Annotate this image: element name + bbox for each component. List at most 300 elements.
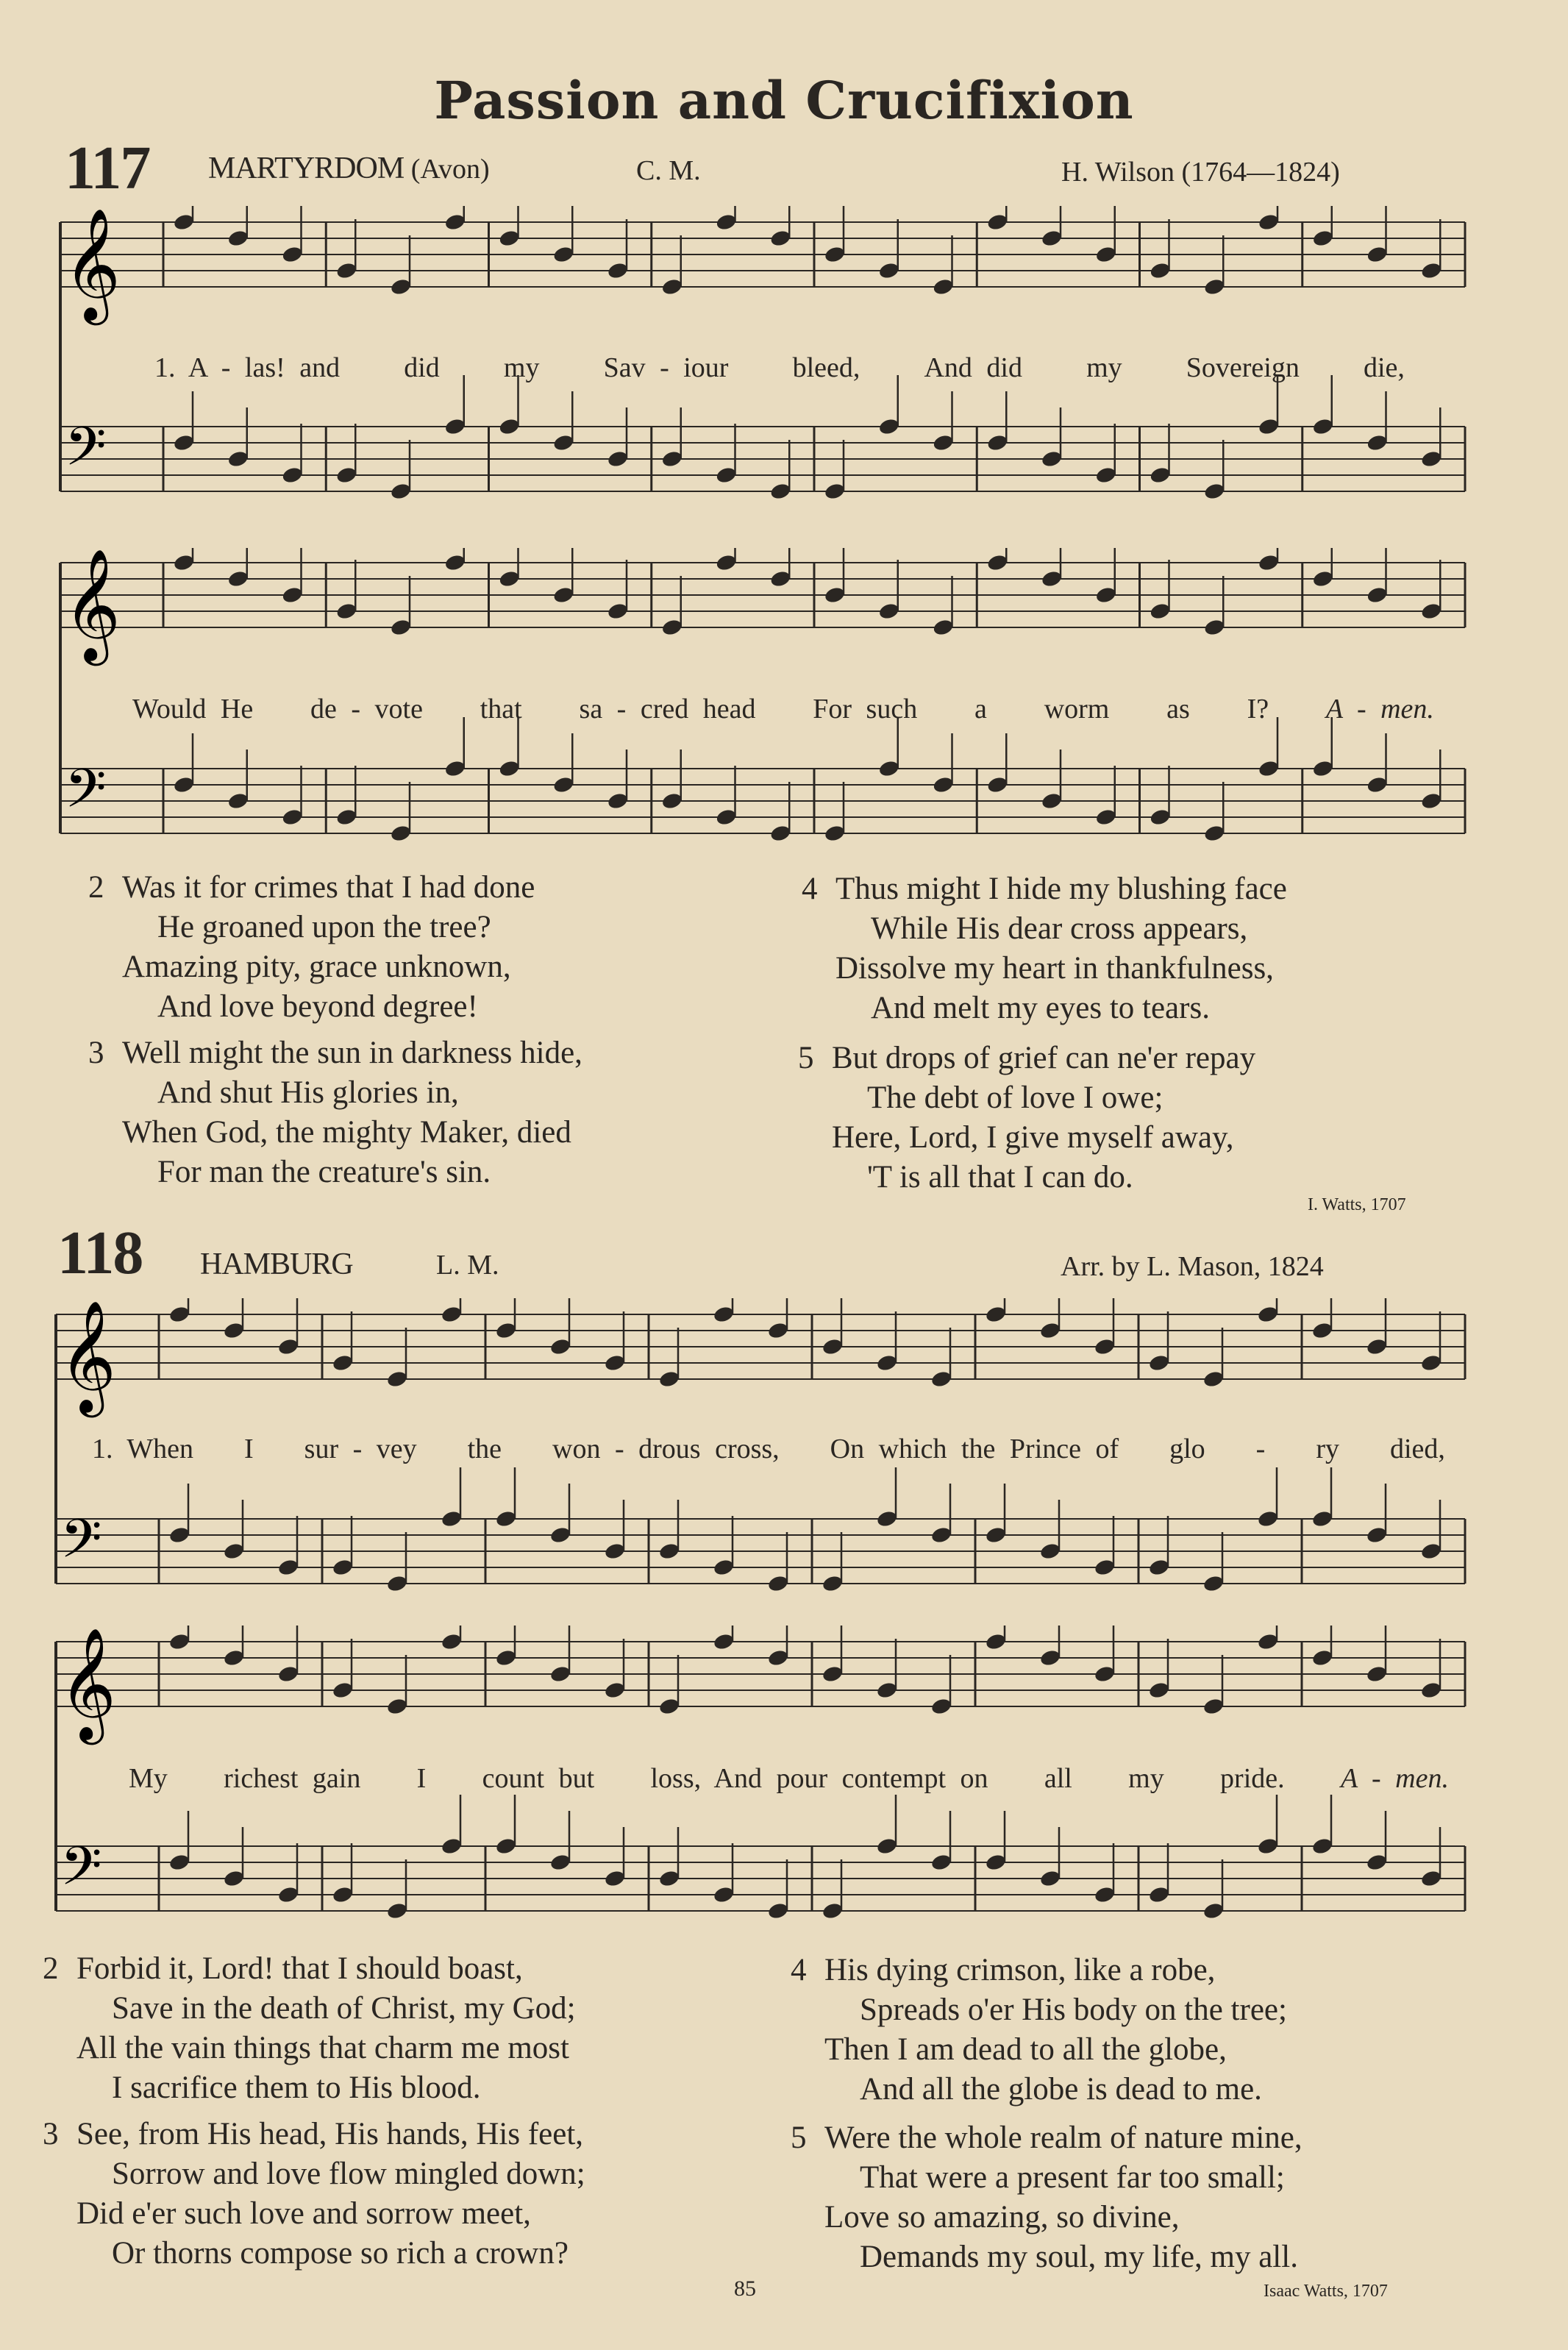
verse-line: Forbid it, Lord! that I should boast, [76, 1951, 523, 1986]
note-head [1366, 1525, 1389, 1545]
verse-line: Did e'er such love and sorrow meet, [76, 2196, 531, 2231]
note-head [332, 1353, 354, 1372]
page-number: 85 [734, 2276, 756, 2301]
note-head [1257, 1509, 1280, 1528]
note-head [876, 1353, 899, 1372]
note-head [932, 775, 955, 794]
verse-line: Here, Lord, I give myself away, [832, 1120, 1234, 1155]
lyric-syllable: die, [1363, 352, 1405, 383]
note-head [332, 1681, 354, 1700]
note-head [1094, 1558, 1116, 1577]
tune-alt-name: (Avon) [410, 154, 490, 185]
note-head [223, 1648, 246, 1667]
meter: C. M. [636, 155, 701, 186]
note-head [1420, 1542, 1443, 1561]
lyric-syllable: all [1044, 1763, 1072, 1794]
note-head [443, 553, 466, 572]
note-head [767, 1321, 790, 1340]
note-head [386, 1574, 409, 1593]
note-head [1366, 775, 1389, 794]
note-head [386, 1370, 409, 1389]
note-head [168, 1305, 191, 1324]
verse-line: And melt my eyes to tears. [871, 991, 1210, 1025]
verse-line: Demands my soul, my life, my all. [860, 2240, 1298, 2274]
note-head [713, 1305, 735, 1324]
note-head [495, 1837, 518, 1856]
note-head [877, 602, 900, 621]
lyric-syllable: won - drous cross, [552, 1434, 780, 1464]
note-head [173, 775, 196, 794]
verse-number: 4 [802, 872, 818, 906]
verse-line: And all the globe is dead to me. [860, 2072, 1262, 2107]
note-head [1257, 1837, 1280, 1856]
note-head [767, 1574, 790, 1593]
note-head [715, 553, 738, 572]
note-head [281, 585, 304, 605]
note-head [173, 553, 196, 572]
note-head [1257, 1305, 1280, 1324]
tune-name [208, 151, 490, 186]
note-head [332, 1558, 354, 1577]
note-head [1094, 1664, 1116, 1684]
note-head [498, 759, 521, 778]
note-head [876, 1681, 899, 1700]
note-head [824, 245, 847, 264]
note-head [441, 1837, 463, 1856]
verse-line: Was it for crimes that I had done [122, 870, 535, 905]
verse-line: Love so amazing, so divine, [824, 2200, 1180, 2235]
verse-5 [791, 2118, 1302, 2277]
verse-3 [43, 2115, 585, 2274]
note-head [1148, 1353, 1171, 1372]
note-head [769, 569, 792, 588]
note-head [1202, 1574, 1225, 1593]
note-head [335, 602, 358, 621]
note-head [1148, 1885, 1171, 1904]
note-head [1420, 1681, 1443, 1700]
note-head [769, 482, 792, 501]
verse-line: All the vain things that charm me most [76, 2031, 569, 2065]
verse-line: Amazing pity, grace unknown, [122, 950, 511, 984]
lyric-syllable: 1. When [92, 1434, 194, 1464]
note-head [277, 1337, 300, 1356]
note-head [1148, 1681, 1171, 1700]
note-head [498, 569, 521, 588]
note-head [552, 585, 575, 605]
note-head [498, 417, 521, 436]
verse-5 [798, 1039, 1255, 1197]
note-head [660, 618, 683, 637]
note-head [281, 808, 304, 827]
note-head [932, 618, 955, 637]
lyric-syllable: loss, And pour contempt on [650, 1763, 988, 1794]
note-head [549, 1525, 572, 1545]
note-head [281, 466, 304, 485]
note-head [549, 1664, 572, 1684]
note-head [443, 417, 466, 436]
lyric-syllable: A - men. [1325, 694, 1434, 724]
note-head [877, 759, 900, 778]
treble-clef-icon: 𝄞 [59, 1300, 117, 1413]
lyric-syllable: died, [1389, 1434, 1445, 1464]
note-head [1094, 1337, 1116, 1356]
verse-line: His dying crimson, like a robe, [824, 1953, 1216, 1987]
note-head [1366, 585, 1389, 605]
note-head [985, 1853, 1008, 1872]
note-head [1366, 1853, 1389, 1872]
note-head [1039, 1869, 1062, 1888]
note-head [604, 1681, 627, 1700]
composer: Arr. by L. Mason, 1824 [1061, 1251, 1324, 1282]
note-head [824, 482, 847, 501]
lyric-syllable: 1. A - las! and [154, 352, 341, 383]
text-author: I. Watts, 1707 [1308, 1195, 1406, 1214]
treble-clef-icon: 𝄞 [63, 207, 121, 321]
bass-clef-icon: 𝄢 [65, 757, 107, 833]
verse-number: 3 [88, 1036, 104, 1070]
note-head [1149, 602, 1172, 621]
hymn-number: 117 [65, 134, 150, 202]
verse-line: Dissolve my heart in thankfulness, [835, 951, 1274, 986]
note-head [660, 277, 683, 296]
lyric-syllable: my [1128, 1763, 1164, 1794]
note-head [173, 213, 196, 232]
note-head [1311, 1509, 1334, 1528]
treble-clef-icon: 𝄞 [63, 548, 121, 661]
text-author: Isaac Watts, 1707 [1264, 2282, 1388, 2301]
lyric-syllable: Sav - iour [603, 352, 729, 383]
lyric-syllable: Would He [132, 694, 254, 724]
note-head [549, 1337, 572, 1356]
lyric-syllable: as [1166, 694, 1190, 724]
verse-line: Thus might I hide my blushing face [835, 872, 1287, 906]
note-head [227, 569, 249, 588]
note-head [1311, 1837, 1334, 1856]
note-head [390, 618, 413, 637]
note-head [985, 1632, 1008, 1651]
note-head [769, 824, 792, 843]
note-head [335, 466, 358, 485]
note-head [1366, 1664, 1389, 1684]
note-head [227, 229, 249, 248]
note-head [930, 1525, 953, 1545]
note-head [769, 229, 792, 248]
lyric-line [132, 693, 1434, 725]
lyric-line [154, 352, 1405, 384]
verse-number: 5 [791, 2121, 807, 2155]
tune-title: MARTYRDOM [208, 152, 405, 185]
note-head [223, 1321, 246, 1340]
verse-number: 2 [88, 870, 104, 905]
note-head [498, 229, 521, 248]
note-head [277, 1664, 300, 1684]
note-head [1311, 1648, 1334, 1667]
verse-line: See, from His head, His hands, His feet, [76, 2117, 584, 2151]
note-head [986, 433, 1009, 452]
note-head [1203, 824, 1226, 843]
verse-2 [43, 1949, 576, 2108]
note-head [713, 1558, 735, 1577]
note-head [390, 277, 413, 296]
note-head [986, 553, 1009, 572]
note-head [1366, 245, 1389, 264]
note-head [1258, 553, 1280, 572]
lyric-line [92, 1433, 1445, 1465]
lyric-syllable: A - men. [1340, 1763, 1449, 1794]
lyric-syllable: On which the Prince of [830, 1434, 1119, 1464]
lyric-syllable: I? [1247, 694, 1269, 724]
note-head [552, 433, 575, 452]
lyric-syllable: ry [1316, 1434, 1339, 1464]
verse-line: When God, the mighty Maker, died [122, 1115, 571, 1150]
note-head [1039, 1321, 1062, 1340]
verse-line: Spreads o'er His body on the tree; [860, 1993, 1287, 2027]
note-head [1258, 417, 1280, 436]
note-head [281, 245, 304, 264]
note-head [607, 449, 630, 469]
note-head [227, 791, 249, 811]
note-head [1202, 1697, 1225, 1716]
note-head [1094, 466, 1117, 485]
note-head [767, 1901, 790, 1920]
note-head [822, 1664, 844, 1684]
verse-line: Were the whole realm of nature mine, [824, 2121, 1302, 2155]
note-head [1041, 449, 1063, 469]
lyric-syllable: did [404, 352, 440, 383]
note-head [986, 775, 1009, 794]
note-head [985, 1525, 1008, 1545]
note-head [1148, 1558, 1171, 1577]
verse-line: That were a present far too small; [860, 2160, 1285, 2195]
note-head [168, 1853, 191, 1872]
note-head [1094, 585, 1117, 605]
note-head [443, 759, 466, 778]
note-head [876, 1509, 899, 1528]
verse-line: The debt of love I owe; [867, 1080, 1163, 1115]
note-head [658, 1542, 681, 1561]
tune-title: HAMBURG [200, 1247, 353, 1281]
note-head [1258, 213, 1280, 232]
note-head [1203, 618, 1226, 637]
lyric-syllable: my [503, 352, 540, 383]
lyric-syllable: For such [813, 694, 918, 724]
note-head [985, 1305, 1008, 1324]
bass-clef-icon: 𝄢 [65, 415, 107, 491]
note-head [1041, 229, 1063, 248]
verse-number: 4 [791, 1953, 807, 1987]
note-head [715, 213, 738, 232]
note-head [930, 1853, 953, 1872]
meter: L. M. [436, 1250, 499, 1281]
hymn-number: 118 [57, 1219, 143, 1287]
verse-line: For man the creature's sin. [157, 1155, 491, 1189]
verse-number: 5 [798, 1041, 814, 1075]
verse-3 [88, 1033, 582, 1192]
lyric-syllable: My [129, 1763, 168, 1794]
note-head [227, 449, 249, 469]
note-head [223, 1542, 246, 1561]
verse-line: I sacrifice them to His blood. [112, 2071, 481, 2105]
note-head [767, 1648, 790, 1667]
note-head [441, 1305, 463, 1324]
verse-line: 'T is all that I can do. [867, 1160, 1133, 1194]
lyric-syllable: And did [924, 352, 1022, 383]
note-head [277, 1885, 300, 1904]
verse-line: And shut His glories in, [157, 1075, 459, 1110]
verse-line: Well might the sun in darkness hide, [122, 1036, 582, 1070]
lyric-syllable: a [974, 694, 987, 724]
note-head [658, 1370, 681, 1389]
treble-clef-icon: 𝄞 [59, 1627, 117, 1740]
note-head [1420, 261, 1443, 280]
note-head [822, 1337, 844, 1356]
note-head [932, 277, 955, 296]
note-head [390, 482, 413, 501]
verse-line: Sorrow and love flow mingled down; [112, 2157, 585, 2191]
note-head [441, 1509, 463, 1528]
note-head [332, 1885, 354, 1904]
note-head [715, 808, 738, 827]
note-head [168, 1632, 191, 1651]
note-head [441, 1632, 463, 1651]
note-head [660, 791, 683, 811]
note-head [443, 213, 466, 232]
note-head [1094, 808, 1117, 827]
note-head [1311, 1321, 1334, 1340]
verse-line: Save in the death of Christ, my God; [112, 1991, 576, 2026]
note-head [604, 1869, 627, 1888]
note-head [1041, 569, 1063, 588]
lyric-syllable: sa - cred head [579, 694, 756, 724]
note-head [607, 791, 630, 811]
note-head [876, 1837, 899, 1856]
note-head [604, 1542, 627, 1561]
note-head [1094, 1885, 1116, 1904]
verse-number: 2 [43, 1951, 59, 1986]
verse-number: 3 [43, 2117, 59, 2151]
note-head [1202, 1370, 1225, 1389]
note-head [549, 1853, 572, 1872]
composer: H. Wilson (1764—1824) [1061, 157, 1340, 188]
note-head [335, 261, 358, 280]
note-head [824, 585, 847, 605]
note-head [660, 449, 683, 469]
note-head [658, 1869, 681, 1888]
section-title: Passion and Crucifixion [434, 70, 1134, 131]
note-head [930, 1370, 953, 1389]
lyric-syllable: worm [1044, 694, 1110, 724]
note-head [715, 466, 738, 485]
note-head [1094, 245, 1117, 264]
note-head [607, 602, 630, 621]
note-head [1203, 277, 1226, 296]
note-head [1149, 466, 1172, 485]
verse-line: He groaned upon the tree? [157, 910, 491, 944]
lyric-syllable: de - vote [310, 694, 423, 724]
verse-line: Then I am dead to all the globe, [824, 2032, 1227, 2067]
note-head [1311, 417, 1334, 436]
bass-clef-icon: 𝄢 [60, 1507, 102, 1583]
lyric-syllable: I [416, 1763, 427, 1794]
lyric-syllable: that [480, 694, 522, 724]
note-head [386, 1901, 409, 1920]
note-head [277, 1558, 300, 1577]
note-head [713, 1632, 735, 1651]
verse-4 [802, 869, 1287, 1028]
verse-line: While His dear cross appears, [871, 911, 1248, 946]
verse-4 [791, 1951, 1287, 2109]
note-head [1420, 1869, 1443, 1888]
note-head [1420, 602, 1443, 621]
note-head [168, 1525, 191, 1545]
lyric-syllable: Sovereign [1186, 352, 1300, 383]
note-head [173, 433, 196, 452]
lyric-syllable: - [1255, 1434, 1266, 1464]
note-head [495, 1509, 518, 1528]
note-head [1366, 433, 1389, 452]
note-head [658, 1697, 681, 1716]
note-head [390, 824, 413, 843]
note-head [822, 1574, 844, 1593]
lyric-line [129, 1762, 1449, 1795]
note-head [1203, 482, 1226, 501]
note-head [1311, 759, 1334, 778]
note-head [1039, 1648, 1062, 1667]
note-head [1149, 808, 1172, 827]
note-head [1311, 569, 1334, 588]
lyric-syllable: count but [482, 1763, 595, 1794]
lyric-syllable: richest gain [224, 1763, 361, 1794]
verse-line: Or thorns compose so rich a crown? [112, 2236, 569, 2271]
note-head [1041, 791, 1063, 811]
note-head [1257, 1632, 1280, 1651]
note-head [223, 1869, 246, 1888]
note-head [1420, 791, 1443, 811]
note-head [1366, 1337, 1389, 1356]
lyric-syllable: pride. [1220, 1763, 1285, 1794]
note-head [932, 433, 955, 452]
verse-2 [88, 868, 535, 1027]
note-head [495, 1648, 518, 1667]
note-head [824, 824, 847, 843]
note-head [1039, 1542, 1062, 1561]
note-head [552, 775, 575, 794]
note-head [1202, 1901, 1225, 1920]
lyric-syllable: bleed, [792, 352, 860, 383]
verse-line: And love beyond degree! [157, 989, 478, 1024]
note-head [1420, 449, 1443, 469]
lyric-syllable: the [467, 1434, 502, 1464]
note-head [552, 245, 575, 264]
verse-line: But drops of grief can ne'er repay [832, 1041, 1256, 1075]
note-head [986, 213, 1009, 232]
note-head [495, 1321, 518, 1340]
note-head [1149, 261, 1172, 280]
note-head [604, 1353, 627, 1372]
note-head [877, 417, 900, 436]
note-head [930, 1697, 953, 1716]
note-head [713, 1885, 735, 1904]
note-head [1258, 759, 1280, 778]
note-head [1311, 229, 1334, 248]
note-head [877, 261, 900, 280]
note-head [335, 808, 358, 827]
lyric-syllable: my [1086, 352, 1122, 383]
note-head [822, 1901, 844, 1920]
note-head [607, 261, 630, 280]
lyric-syllable: glo [1169, 1434, 1205, 1464]
note-head [386, 1697, 409, 1716]
